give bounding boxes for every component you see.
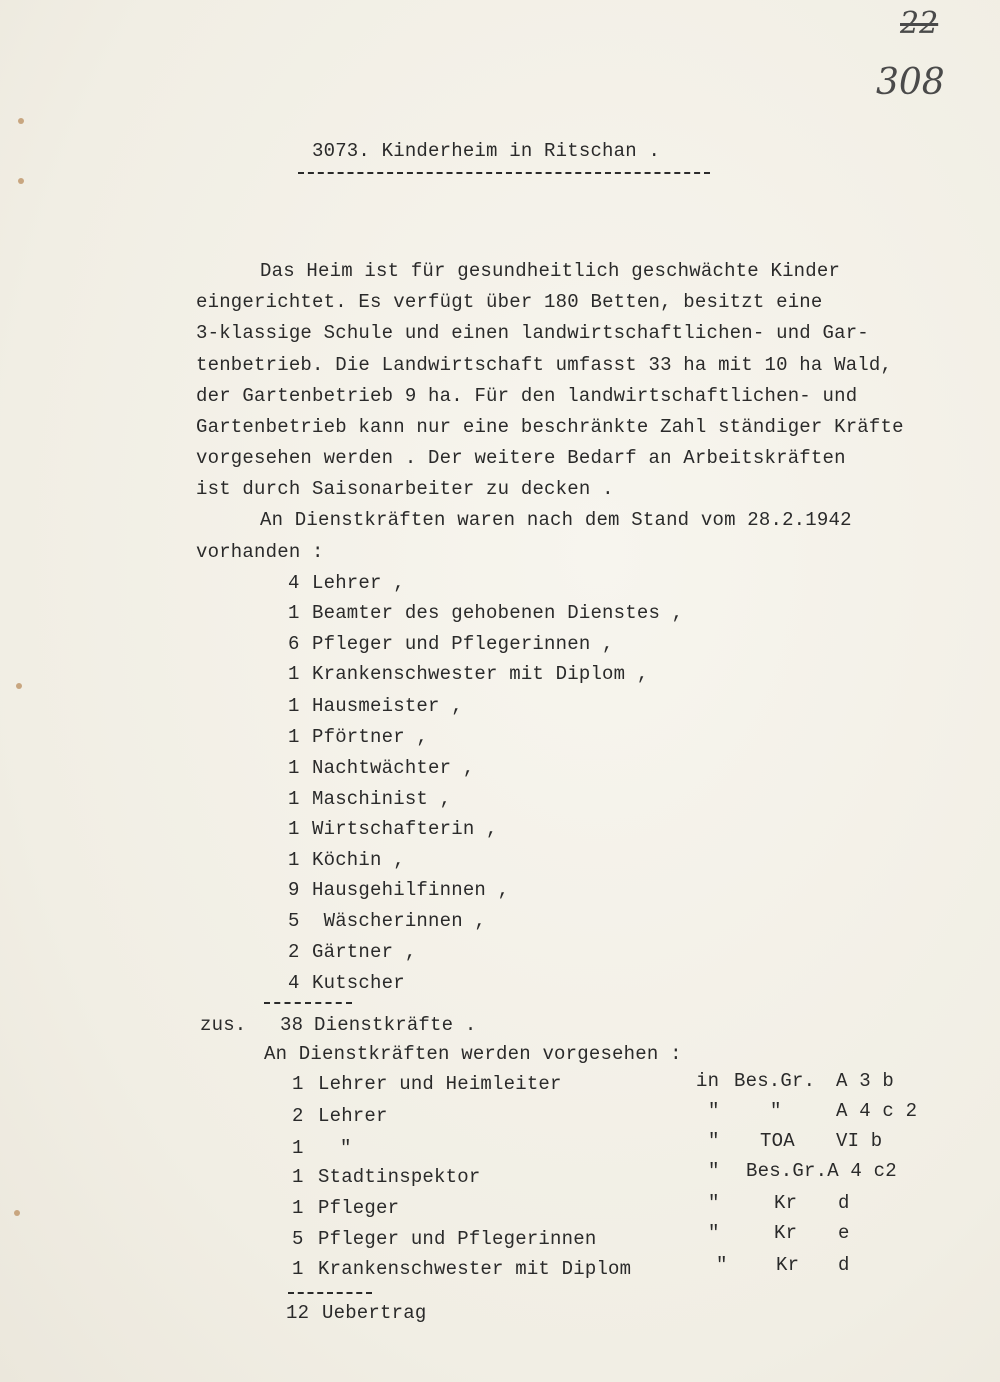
planned-col-2: Kr <box>774 1222 798 1244</box>
planned-role: " <box>340 1137 352 1159</box>
planned-role: Pfleger <box>318 1197 400 1219</box>
planned-col-2: Kr <box>776 1254 800 1276</box>
staff-role: Hausgehilfinnen , <box>312 879 510 901</box>
staff-role: Kutscher <box>312 972 405 994</box>
margin-mark <box>16 683 22 689</box>
total-count: 38 <box>280 1014 304 1036</box>
planned-col-2: Bes.Gr. <box>734 1070 816 1092</box>
planned-col-2: Bes.Gr.A 4 c2 <box>746 1160 897 1182</box>
planned-col-2: Kr <box>774 1192 798 1214</box>
margin-mark <box>14 1210 20 1216</box>
planned-col-1: " <box>708 1160 720 1182</box>
planned-col-3: d <box>838 1192 850 1214</box>
staff-count: 2 <box>288 941 300 963</box>
planned-count: 1 <box>292 1258 304 1280</box>
planned-count: 5 <box>292 1228 304 1250</box>
staff-count: 1 <box>288 726 300 748</box>
paragraph-line: tenbetrieb. Die Landwirtschaft umfasst 33 ha mit 10 ha Wald, <box>196 354 893 376</box>
staff-role: Hausmeister , <box>312 695 463 717</box>
planned-count: 2 <box>292 1105 304 1127</box>
planned-col-3: A 3 b <box>836 1070 895 1092</box>
staff-role: Pfleger und Pflegerinnen , <box>312 633 614 655</box>
planned-count: 1 <box>292 1073 304 1095</box>
planned-col-3: A 4 c 2 <box>836 1100 918 1122</box>
planned-count: 1 <box>292 1197 304 1219</box>
planned-count: 1 <box>292 1166 304 1188</box>
paragraph-line: Gartenbetrieb kann nur eine beschränkte Zahl ständiger Kräfte <box>196 416 904 438</box>
planned-col-1: " <box>708 1100 720 1122</box>
struck-page-number: 22 <box>900 6 939 41</box>
planned-role: Lehrer und Heimleiter <box>318 1073 562 1095</box>
paragraph-line: der Gartenbetrieb 9 ha. Für den landwirtschaftlichen- und <box>196 385 858 407</box>
staff-count: 5 <box>288 910 300 932</box>
carry-rule <box>288 1292 372 1294</box>
title-underline <box>298 172 710 174</box>
planned-role: Lehrer <box>318 1105 388 1127</box>
paragraph-line: vorgesehen werden . Der weitere Bedarf an Arbeitskräften <box>196 447 846 469</box>
total-label: Dienstkräfte . <box>314 1014 477 1036</box>
planned-col-1: " <box>716 1254 728 1276</box>
sum-rule <box>264 1002 352 1004</box>
planned-col-1: in <box>696 1070 720 1092</box>
planned-count: 1 <box>292 1137 304 1159</box>
staff-count: 1 <box>288 663 300 685</box>
planned-col-3: e <box>838 1222 850 1244</box>
planned-col-3: VI b <box>836 1130 883 1152</box>
planned-role: Krankenschwester mit Diplom <box>318 1258 632 1280</box>
planned-intro: An Dienstkräften werden vorgesehen : <box>264 1043 682 1065</box>
carry-label: Uebertrag <box>322 1302 427 1324</box>
margin-mark <box>18 118 24 124</box>
staff-role: Krankenschwester mit Diplom , <box>312 663 649 685</box>
staff-intro-line: vorhanden : <box>196 541 324 563</box>
staff-count: 1 <box>288 602 300 624</box>
staff-intro-line: An Dienstkräften waren nach dem Stand vom 28.2.1942 <box>260 509 852 531</box>
paragraph-line: Das Heim ist für gesundheitlich geschwächte Kinder <box>260 260 841 282</box>
staff-role: Gärtner , <box>312 941 417 963</box>
planned-role: Stadtinspektor <box>318 1166 481 1188</box>
planned-col-2: TOA <box>760 1130 795 1152</box>
staff-count: 1 <box>288 757 300 779</box>
planned-col-1: " <box>708 1192 720 1214</box>
planned-col-3: d <box>838 1254 850 1276</box>
planned-col-1: " <box>708 1222 720 1244</box>
staff-role: Pförtner , <box>312 726 429 748</box>
total-prefix: zus. <box>200 1014 247 1036</box>
staff-count: 9 <box>288 879 300 901</box>
staff-count: 1 <box>288 695 300 717</box>
paragraph-line: eingerichtet. Es verfügt über 180 Betten, besitzt eine <box>196 291 823 313</box>
page-title: 3073. Kinderheim in Ritschan . <box>312 140 661 162</box>
staff-role: Beamter des gehobenen Dienstes , <box>312 602 684 624</box>
staff-role: Nachtwächter , <box>312 757 475 779</box>
carry-count: 12 <box>286 1302 310 1324</box>
staff-role: Wirtschafterin , <box>312 818 498 840</box>
paragraph-line: 3-klassige Schule und einen landwirtschaftlichen- und Gar- <box>196 322 869 344</box>
staff-role: Wäscherinnen , <box>312 910 487 932</box>
staff-count: 4 <box>288 572 300 594</box>
staff-count: 6 <box>288 633 300 655</box>
staff-role: Maschinist , <box>312 788 452 810</box>
planned-role: Pfleger und Pflegerinnen <box>318 1228 597 1250</box>
handwritten-page-number: 308 <box>876 62 945 103</box>
staff-role: Lehrer , <box>312 572 405 594</box>
planned-col-2: " <box>770 1100 782 1122</box>
staff-count: 4 <box>288 972 300 994</box>
staff-count: 1 <box>288 818 300 840</box>
staff-count: 1 <box>288 788 300 810</box>
staff-role: Köchin , <box>312 849 405 871</box>
planned-col-1: " <box>708 1130 720 1152</box>
staff-count: 1 <box>288 849 300 871</box>
margin-mark <box>18 178 24 184</box>
paragraph-line: ist durch Saisonarbeiter zu decken . <box>196 478 614 500</box>
